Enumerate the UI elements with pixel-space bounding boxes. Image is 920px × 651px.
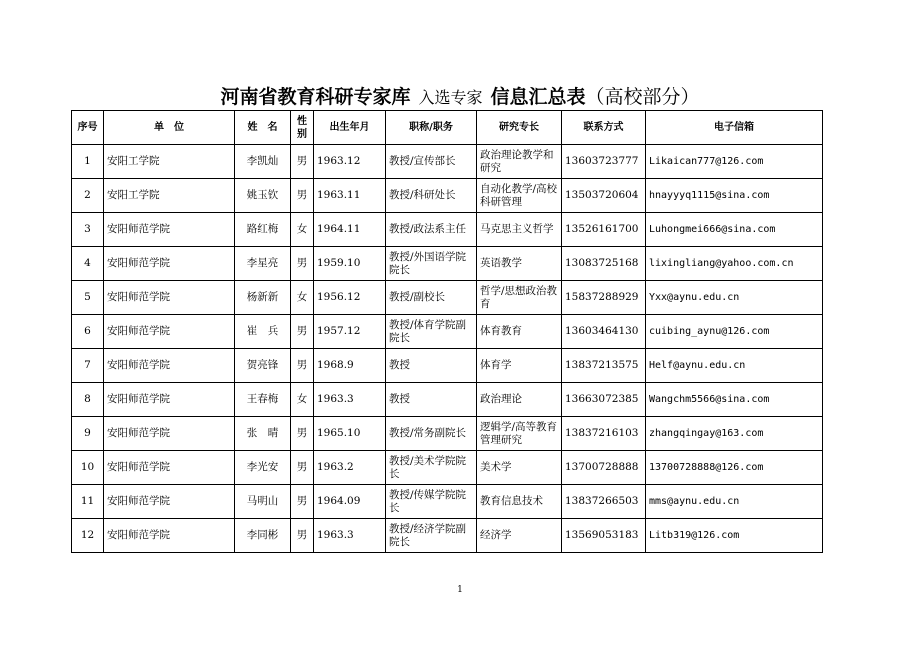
cell-phone: 15837288929 [562, 281, 646, 315]
cell-phone: 13083725168 [562, 247, 646, 281]
cell-email: Luhongmei666@sina.com [646, 213, 823, 247]
cell-unit: 安阳工学院 [104, 145, 235, 179]
cell-specialty: 自动化教学/高校科研管理 [477, 179, 562, 213]
table-row [72, 451, 823, 485]
cell-index: 11 [72, 485, 104, 519]
header-gender: 性别 [291, 111, 314, 145]
cell-specialty: 英语教学 [477, 247, 562, 281]
title-part4: （高校部分） [585, 86, 700, 108]
cell-gender: 男 [291, 145, 314, 179]
cell-unit: 安阳师范学院 [104, 451, 235, 485]
cell-gender: 男 [291, 519, 314, 553]
cell-index: 6 [72, 315, 104, 349]
cell-email: Likaican777@126.com [646, 145, 823, 179]
cell-email: zhangqingay@163.com [646, 417, 823, 451]
cell-title: 教授/政法系主任 [386, 213, 477, 247]
cell-title: 教授 [386, 383, 477, 417]
cell-birth: 1965.10 [314, 417, 386, 451]
cell-title: 教授/副校长 [386, 281, 477, 315]
cell-index: 1 [72, 145, 104, 179]
cell-title: 教授/美术学院院长 [386, 451, 477, 485]
cell-name: 姚玉钦 [235, 179, 291, 213]
cell-phone: 13700728888 [562, 451, 646, 485]
cell-email: Yxx@aynu.edu.cn [646, 281, 823, 315]
cell-gender: 男 [291, 247, 314, 281]
cell-index: 7 [72, 349, 104, 383]
cell-birth: 1956.12 [314, 281, 386, 315]
cell-specialty: 美术学 [477, 451, 562, 485]
cell-birth: 1968.9 [314, 349, 386, 383]
cell-index: 12 [72, 519, 104, 553]
cell-name: 马明山 [235, 485, 291, 519]
cell-title: 教授/宣传部长 [386, 145, 477, 179]
table-row [72, 179, 823, 213]
cell-name: 李光安 [235, 451, 291, 485]
cell-index: 3 [72, 213, 104, 247]
cell-phone: 13526161700 [562, 213, 646, 247]
cell-name: 王春梅 [235, 383, 291, 417]
cell-specialty: 体育教育 [477, 315, 562, 349]
cell-email: lixingliang@yahoo.com.cn [646, 247, 823, 281]
cell-gender: 女 [291, 383, 314, 417]
cell-birth: 1963.2 [314, 451, 386, 485]
table-row [72, 247, 823, 281]
header-row [72, 111, 823, 145]
cell-name: 贺亮锋 [235, 349, 291, 383]
cell-name: 杨新新 [235, 281, 291, 315]
cell-email: Litb319@126.com [646, 519, 823, 553]
cell-index: 8 [72, 383, 104, 417]
header-email: 电子信箱 [646, 111, 823, 145]
cell-gender: 男 [291, 179, 314, 213]
header-title: 职称/职务 [386, 111, 477, 145]
cell-unit: 安阳师范学院 [104, 213, 235, 247]
cell-birth: 1964.09 [314, 485, 386, 519]
table-row [72, 315, 823, 349]
cell-unit: 安阳师范学院 [104, 247, 235, 281]
cell-index: 10 [72, 451, 104, 485]
cell-phone: 13663072385 [562, 383, 646, 417]
cell-unit: 安阳师范学院 [104, 383, 235, 417]
table-row [72, 519, 823, 553]
cell-email: mms@aynu.edu.cn [646, 485, 823, 519]
cell-title: 教授/科研处长 [386, 179, 477, 213]
cell-phone: 13603723777 [562, 145, 646, 179]
cell-name: 路红梅 [235, 213, 291, 247]
table-row [72, 145, 823, 179]
header-unit: 单 位 [104, 111, 235, 145]
cell-email: Wangchm5566@sina.com [646, 383, 823, 417]
cell-gender: 女 [291, 213, 314, 247]
cell-gender: 男 [291, 315, 314, 349]
cell-gender: 男 [291, 485, 314, 519]
cell-specialty: 体育学 [477, 349, 562, 383]
cell-phone: 13503720604 [562, 179, 646, 213]
cell-phone: 13837266503 [562, 485, 646, 519]
cell-email: cuibing_aynu@126.com [646, 315, 823, 349]
cell-specialty: 经济学 [477, 519, 562, 553]
cell-index: 9 [72, 417, 104, 451]
cell-gender: 女 [291, 281, 314, 315]
cell-title: 教授/传媒学院院长 [386, 485, 477, 519]
cell-name: 李星亮 [235, 247, 291, 281]
title-part2: 入选专家 [418, 88, 483, 107]
cell-title: 教授/经济学院副院长 [386, 519, 477, 553]
header-phone: 联系方式 [562, 111, 646, 145]
cell-name: 李同彬 [235, 519, 291, 553]
cell-unit: 安阳师范学院 [104, 417, 235, 451]
cell-gender: 男 [291, 349, 314, 383]
cell-birth: 1963.3 [314, 383, 386, 417]
table-row [72, 417, 823, 451]
cell-name: 崔 兵 [235, 315, 291, 349]
cell-specialty: 教育信息技术 [477, 485, 562, 519]
cell-specialty: 逻辑学/高等教育管理研究 [477, 417, 562, 451]
cell-email: hnayyyq1115@sina.com [646, 179, 823, 213]
cell-gender: 男 [291, 417, 314, 451]
table-row [72, 349, 823, 383]
cell-name: 张 晴 [235, 417, 291, 451]
cell-name: 李凯灿 [235, 145, 291, 179]
table-row [72, 213, 823, 247]
cell-birth: 1963.12 [314, 145, 386, 179]
table-row [72, 281, 823, 315]
cell-index: 4 [72, 247, 104, 281]
document-title [0, 82, 920, 109]
cell-email: Helf@aynu.edu.cn [646, 349, 823, 383]
cell-phone: 13569053183 [562, 519, 646, 553]
header-birth: 出生年月 [314, 111, 386, 145]
cell-phone: 13837213575 [562, 349, 646, 383]
cell-index: 2 [72, 179, 104, 213]
cell-birth: 1963.11 [314, 179, 386, 213]
cell-unit: 安阳师范学院 [104, 281, 235, 315]
cell-title: 教授 [386, 349, 477, 383]
experts-table [71, 110, 823, 553]
table-row [72, 485, 823, 519]
cell-specialty: 政治理论 [477, 383, 562, 417]
cell-specialty: 哲学/思想政治教育 [477, 281, 562, 315]
cell-title: 教授/外国语学院院长 [386, 247, 477, 281]
header-name: 姓 名 [235, 111, 291, 145]
cell-phone: 13603464130 [562, 315, 646, 349]
title-part1: 河南省教育科研专家库 [220, 86, 411, 108]
cell-specialty: 政治理论教学和研究 [477, 145, 562, 179]
header-index: 序号 [72, 111, 104, 145]
cell-unit: 安阳师范学院 [104, 485, 235, 519]
cell-birth: 1959.10 [314, 247, 386, 281]
cell-specialty: 马克思主义哲学 [477, 213, 562, 247]
cell-email: 13700728888@126.com [646, 451, 823, 485]
cell-unit: 安阳师范学院 [104, 519, 235, 553]
cell-title: 教授/常务副院长 [386, 417, 477, 451]
cell-gender: 男 [291, 451, 314, 485]
cell-index: 5 [72, 281, 104, 315]
title-part3: 信息汇总表 [490, 86, 586, 108]
cell-unit: 安阳师范学院 [104, 315, 235, 349]
page-number: 1 [457, 585, 463, 595]
cell-unit: 安阳师范学院 [104, 349, 235, 383]
cell-birth: 1957.12 [314, 315, 386, 349]
cell-birth: 1963.3 [314, 519, 386, 553]
cell-title: 教授/体育学院副院长 [386, 315, 477, 349]
cell-birth: 1964.11 [314, 213, 386, 247]
cell-phone: 13837216103 [562, 417, 646, 451]
header-specialty: 研究专长 [477, 111, 562, 145]
table-row [72, 383, 823, 417]
cell-unit: 安阳工学院 [104, 179, 235, 213]
